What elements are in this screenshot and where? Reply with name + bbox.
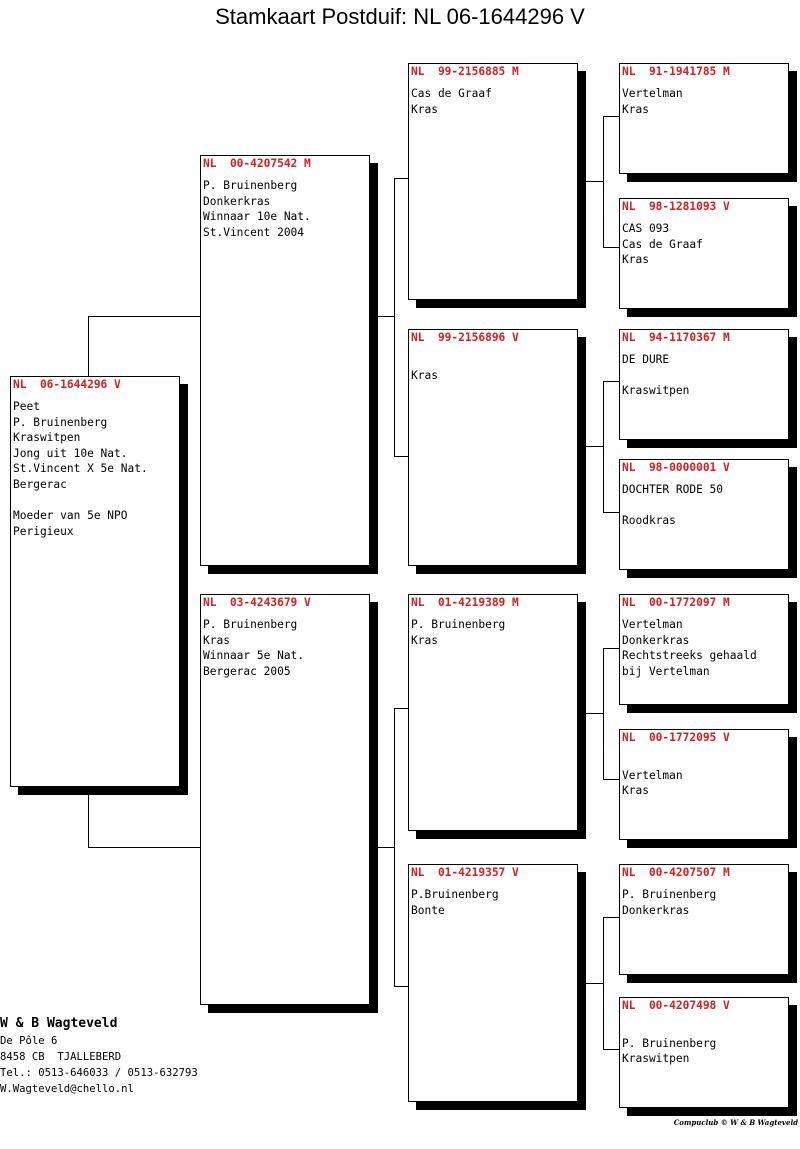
connector-line bbox=[394, 456, 408, 457]
ring-number: NL 98-1281093 V bbox=[622, 200, 730, 213]
ring-number: NL 01-4219357 V bbox=[411, 866, 519, 879]
pigeon-info: Kras bbox=[411, 368, 438, 382]
connector-line bbox=[88, 316, 200, 317]
page-title: Stamkaart Postduif: NL 06-1644296 V bbox=[215, 4, 585, 29]
connector-line bbox=[586, 181, 603, 182]
pigeon-card-great-grandparent bbox=[619, 997, 789, 1108]
connector-line bbox=[603, 381, 604, 512]
connector-line bbox=[603, 116, 619, 117]
pigeon-card-grandparent bbox=[408, 864, 578, 1102]
connector-line bbox=[88, 787, 89, 847]
pigeon-card-grandparent bbox=[408, 594, 578, 831]
pigeon-card-great-grandparent bbox=[619, 63, 789, 174]
ring-number: NL 00-1772095 V bbox=[622, 731, 730, 744]
ring-number: NL 99-2156885 M bbox=[411, 65, 519, 78]
ring-number: NL 03-4243679 V bbox=[203, 596, 311, 609]
pigeon-info: P. Bruinenberg Donkerkras Winnaar 10e Nat. St.Vincent 2004 bbox=[203, 179, 311, 239]
pigeon-card-grandparent bbox=[408, 63, 578, 300]
pigeon-card-subject bbox=[10, 376, 180, 787]
connector-line bbox=[603, 1049, 619, 1050]
connector-line bbox=[603, 116, 604, 247]
connector-line bbox=[603, 247, 619, 248]
connector-line bbox=[603, 512, 619, 513]
pigeon-info: Vertelman Donkerkras Rechtstreeks gehaald bij Vertelman bbox=[622, 618, 757, 678]
ring-number: NL 00-4207542 M bbox=[203, 157, 311, 170]
pigeon-info: P. Bruinenberg Donkerkras bbox=[622, 888, 717, 917]
pigeon-info: Vertelman Kras bbox=[622, 87, 683, 116]
connector-line bbox=[394, 708, 395, 986]
pigeon-info: CAS 093 Cas de Graaf Kras bbox=[622, 222, 703, 267]
connector-line bbox=[394, 708, 408, 709]
pigeon-card-grandparent bbox=[408, 329, 578, 566]
connector-line bbox=[603, 648, 619, 649]
connector-line bbox=[370, 847, 394, 848]
owner-name: W & B Wagteveld bbox=[0, 1016, 118, 1031]
ring-number: NL 06-1644296 V bbox=[13, 378, 121, 391]
connector-line bbox=[370, 316, 394, 317]
pigeon-card-great-grandparent bbox=[619, 864, 789, 975]
connector-line bbox=[394, 178, 408, 179]
pigeon-card-father bbox=[200, 155, 370, 566]
ring-number: NL 91-1941785 M bbox=[622, 65, 730, 78]
ring-number: NL 98-0000001 V bbox=[622, 461, 730, 474]
ring-number: NL 00-1772097 M bbox=[622, 596, 730, 609]
connector-line bbox=[586, 713, 603, 714]
connector-line bbox=[603, 917, 604, 1049]
connector-line bbox=[394, 986, 408, 987]
pigeon-card-great-grandparent bbox=[619, 594, 789, 705]
ring-number: NL 00-4207498 V bbox=[622, 999, 730, 1012]
connector-line bbox=[88, 316, 89, 376]
ring-number: NL 00-4207507 M bbox=[622, 866, 730, 879]
ring-number: NL 94-1170367 M bbox=[622, 331, 730, 344]
owner-address: De Pôle 6 8458 CB TJALLEBERD Tel.: 0513-646033 / 0513-632793 W.Wagteveld@chello.nl bbox=[0, 1035, 198, 1095]
pigeon-info: P.Bruinenberg Bonte bbox=[411, 888, 499, 917]
connector-line bbox=[603, 381, 619, 382]
pigeon-card-great-grandparent bbox=[619, 459, 789, 570]
ring-number: NL 01-4219389 M bbox=[411, 596, 519, 609]
pigeon-info: P. Bruinenberg Kras bbox=[411, 618, 506, 647]
connector-line bbox=[394, 178, 395, 456]
pigeon-info: DOCHTER RODE 50 Roodkras bbox=[622, 483, 724, 528]
pigeon-info: DE DURE Kraswitpen bbox=[622, 353, 690, 398]
connector-line bbox=[603, 917, 619, 918]
connector-line bbox=[603, 779, 619, 780]
connector-line bbox=[586, 983, 603, 984]
pigeon-card-great-grandparent bbox=[619, 198, 789, 309]
pigeon-card-mother bbox=[200, 594, 370, 1005]
pigeon-info: P. Bruinenberg Kraswitpen bbox=[622, 1036, 717, 1066]
connector-line bbox=[586, 446, 603, 447]
owner-block bbox=[0, 1015, 198, 1097]
connector-line bbox=[88, 847, 200, 848]
pigeon-card-great-grandparent bbox=[619, 329, 789, 440]
pigeon-card-great-grandparent bbox=[619, 729, 789, 840]
pigeon-info: P. Bruinenberg Kras Winnaar 5e Nat. Bergerac 2005 bbox=[203, 618, 305, 678]
ring-number: NL 99-2156896 V bbox=[411, 331, 519, 344]
pigeon-info: Vertelman Kras bbox=[622, 768, 683, 798]
pigeon-info: Cas de Graaf Kras bbox=[411, 87, 492, 116]
connector-line bbox=[603, 648, 604, 779]
credit-text: Compuclub © W & B Wagteveld bbox=[673, 1118, 798, 1127]
pigeon-info: Peet P. Bruinenberg Kraswitpen Jong uit 10e Nat. St.Vincent X 5e Nat. Bergerac Moeder van 5e NPO Perigieux bbox=[13, 400, 148, 538]
